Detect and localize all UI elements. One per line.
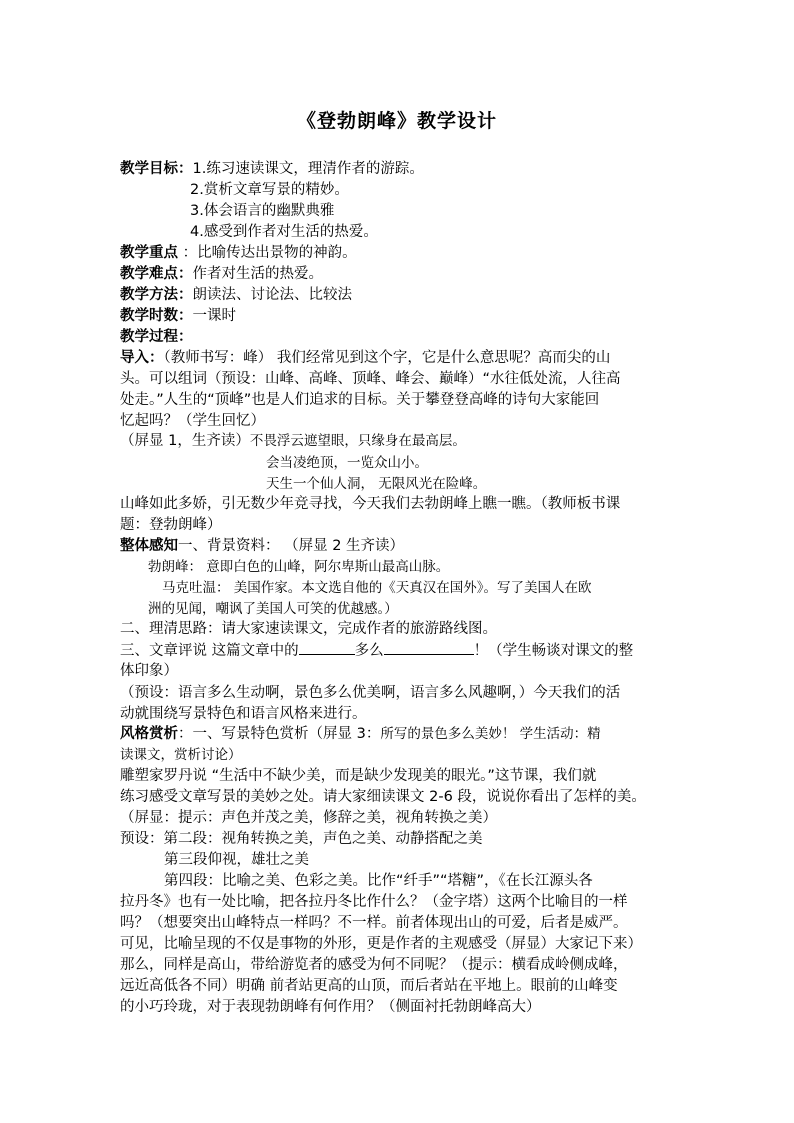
background-line-2: 马克吐温： 美国作家。本文选自他的《天真汉在国外》。写了美国人在欧 bbox=[162, 580, 592, 596]
document-title: 《登勃朗峰》教学设计 bbox=[296, 110, 497, 132]
style-text-b: 所写的景色多么美妙！ 学生活动：精 bbox=[380, 726, 601, 742]
comment-line-1 bbox=[120, 640, 633, 662]
background-line-3: 洲的见闻，嘲讽了美国人可笑的优越感。） bbox=[148, 601, 398, 617]
intro-label: 导入： bbox=[120, 350, 164, 366]
preset-line-2: 动就围绕写景特色和语言风格来进行。 bbox=[120, 706, 367, 722]
intro-line-1 bbox=[120, 348, 610, 369]
preset2-line-2: 第三段仰视，雄壮之美 bbox=[164, 852, 309, 868]
teaching-method bbox=[120, 285, 352, 306]
para4-line-1: 第四段：比喻之美、色彩之美。比作“纤手”“塔糖”，《在长江源头各 bbox=[164, 873, 593, 889]
poem-prefix: （屏显 1，生齐读） bbox=[120, 433, 250, 449]
after-poem-line-2: 题：登勃朗峰） bbox=[120, 517, 222, 533]
method-text: 朗读法、讨论法、比较法 bbox=[192, 287, 352, 303]
overall-perception bbox=[120, 536, 404, 557]
rodin-line-1: 雕塑家罗丹说 “生活中不缺少美，而是缺少发现美的眼光。”这节课，我们就 bbox=[120, 768, 597, 784]
teaching-goal-1 bbox=[120, 159, 424, 180]
style-appreciation-line-2: 读课文，赏析讨论） bbox=[120, 747, 242, 763]
goal-1-text: 1.练习速读课文，理清作者的游踪。 bbox=[192, 161, 424, 177]
teaching-hours bbox=[120, 306, 236, 327]
focus-label: 教学重点 bbox=[120, 245, 178, 261]
comment-line-2: 体印象） bbox=[120, 663, 178, 679]
method-label: 教学方法： bbox=[120, 287, 193, 303]
intro-text-1: （教师书写：峰） 我们经常见到这个字，它是什么意思呢？高而尖的山 bbox=[163, 350, 611, 366]
para4-line-3: 吗？（想要突出山峰特点一样吗？不一样。前者体现出山的可爱，后者是威严。 bbox=[120, 915, 628, 931]
para4-line-2: 拉丹冬》也有一处比喻，把各拉丹冬比作什么？（金字塔）这两个比喻目的一样 bbox=[120, 894, 628, 910]
para4-line-5: 那么，同样是高山，带给游览者的感受为何不同呢？（提示：横看成岭侧成峰， bbox=[120, 957, 628, 973]
teaching-goal-2: 2.赏析文章写景的精妙。 bbox=[190, 182, 349, 198]
poem-line-1 bbox=[120, 431, 466, 452]
after-poem-line-1: 山峰如此多娇，引无数少年竞寻找，今天我们去勃朗峰上瞧一瞧。（教师板书课 bbox=[120, 496, 621, 512]
style-appreciation-line-1 bbox=[120, 724, 601, 745]
para4-line-6: 远近高低各不同）明确 前者站更高的山顶，而后者站在平地上。眼前的山峰变 bbox=[120, 978, 618, 994]
overall-label: 整体感知 bbox=[120, 538, 178, 554]
teaching-focus bbox=[120, 243, 357, 264]
intro-line-2: 头。可以组词（预设：山峰、高峰、顶峰、峰会、巅峰）“水往低处流，人往高 bbox=[120, 371, 621, 387]
goals-label: 教学目标： bbox=[120, 161, 193, 177]
hours-label: 教学时数： bbox=[120, 308, 193, 324]
comment-text-a: 三、文章评说 这篇文章中的 bbox=[120, 643, 299, 659]
para4-line-7: 的小巧玲珑，对于表现勃朗峰有何作用？（侧面衬托勃朗峰高大） bbox=[120, 999, 541, 1015]
focus-text: ：比喻传达出景物的神韵。 bbox=[178, 245, 357, 261]
preset2-line-1: 预设：第二段：视角转换之美，声色之美、动静搭配之美 bbox=[120, 831, 483, 847]
fill-blank-2[interactable] bbox=[384, 640, 474, 655]
intro-line-3: 处走。”人生的“顶峰”也是人们追求的目标。关于攀登登高峰的诗句大家能回 bbox=[120, 392, 600, 408]
teaching-goal-3: 3.体会语言的幽默典雅 bbox=[190, 203, 335, 219]
teaching-goal-4: 4.感受到作者对生活的热爱。 bbox=[190, 224, 378, 240]
preset-line-1: （预设：语言多么生动啊，景色多么优美啊，语言多么风趣啊，）今天我们的活 bbox=[120, 685, 621, 701]
overall-text: 一、背景资料： （屏显 2 生齐读） bbox=[178, 538, 405, 554]
style-text-a: ：一、写景特色赏析（屏显 3： bbox=[178, 726, 381, 742]
style-label: 风格赏析 bbox=[120, 726, 178, 742]
rodin-line-3: （屏显：提示：声色并茂之美，修辞之美，视角转换之美） bbox=[120, 810, 497, 826]
fill-blank-1[interactable] bbox=[299, 640, 355, 655]
para4-line-4: 可见，比喻呈现的不仅是事物的外形，更是作者的主观感受（屏显）大家记下来） bbox=[120, 936, 642, 952]
poem-text-1: 不畏浮云遮望眼，只缘身在最高层。 bbox=[249, 433, 466, 449]
difficulty-text: 作者对生活的热爱。 bbox=[192, 266, 323, 282]
teaching-difficulty bbox=[120, 264, 323, 285]
difficulty-label: 教学难点： bbox=[120, 266, 193, 282]
rodin-line-2: 练习感受文章写景的美妙之处。请大家细读课文 2-6 段，说说你看出了怎样的美。 bbox=[120, 789, 646, 805]
background-line-1: 勃朗峰： 意即白色的山峰，阿尔卑斯山最高山脉。 bbox=[148, 559, 450, 575]
poem-line-3: 天生一个仙人洞， 无限风光在险峰。 bbox=[266, 476, 487, 492]
route-line: 二、理清思路：请大家速读课文，完成作者的旅游路线图。 bbox=[120, 621, 497, 637]
poem-line-2: 会当凌绝顶，一览众山小。 bbox=[266, 455, 428, 471]
hours-text: 一课时 bbox=[192, 308, 236, 324]
comment-text-b: 多么 bbox=[354, 643, 384, 659]
intro-line-4: 忆起吗？（学生回忆） bbox=[120, 413, 265, 429]
teaching-process-label: 教学过程： bbox=[120, 329, 193, 345]
comment-text-c: ！（学生畅谈对课文的整 bbox=[473, 643, 634, 659]
